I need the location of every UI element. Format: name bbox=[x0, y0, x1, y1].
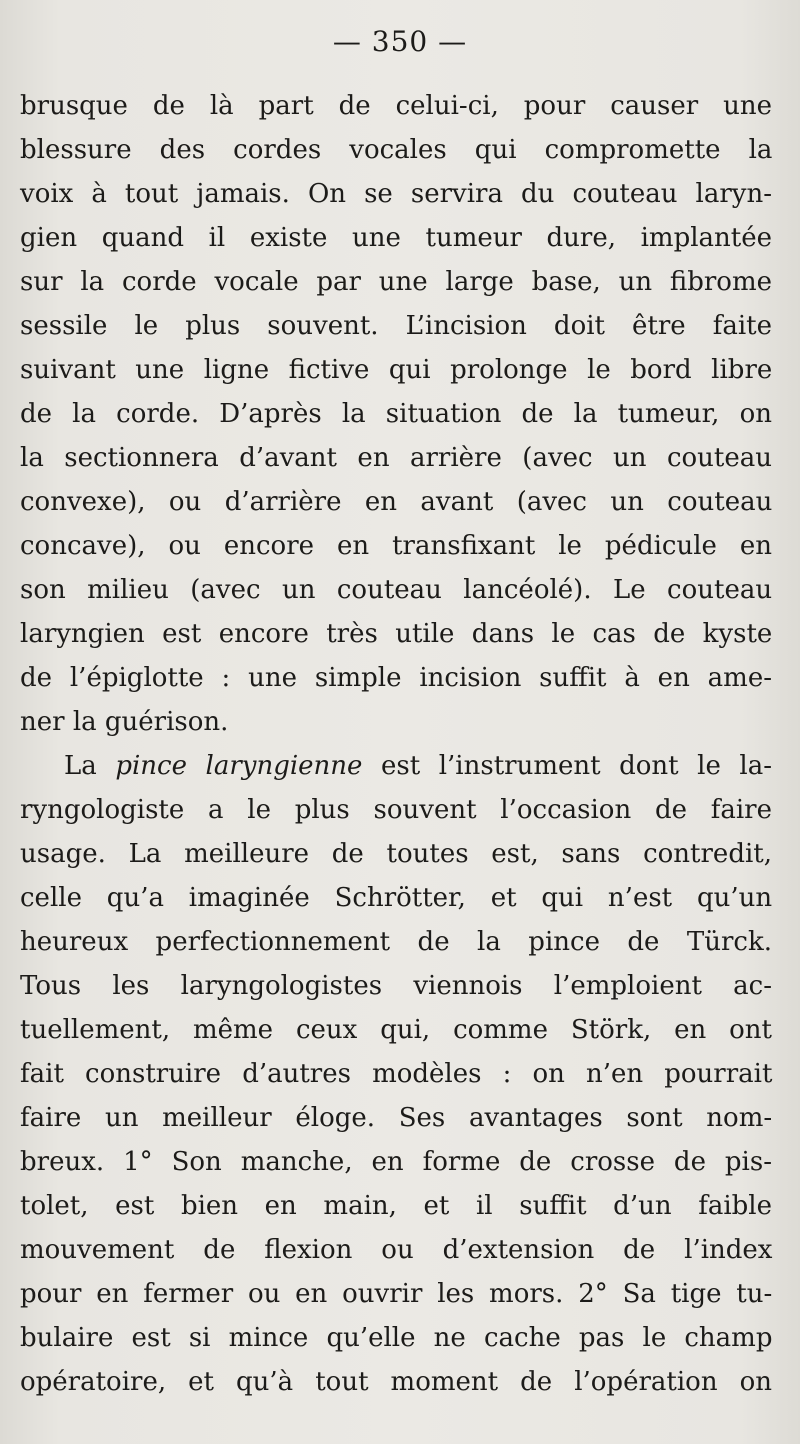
italic-term: pince laryngienne bbox=[115, 751, 363, 781]
text-line: blessure des cordes vocales qui compromette la bbox=[20, 135, 773, 165]
text-line: voix à tout jamais. On se servira du couteau laryn- bbox=[20, 179, 772, 209]
text-line: opératoire, et qu’à tout moment de l’opération on bbox=[20, 1367, 772, 1397]
text-line bbox=[20, 744, 772, 788]
text-line: concave), ou encore en transfixant le pédicule en bbox=[20, 531, 773, 561]
text-line: tolet, est bien en main, et il suffit d’un faible bbox=[20, 1191, 772, 1221]
text-line: fait construire d’autres modèles : on n’en pourrait bbox=[20, 1059, 773, 1089]
text-line: breux. 1° Son manche, en forme de crosse de pis- bbox=[20, 1147, 772, 1177]
text-line: faire un meilleur éloge. Ses avantages sont nom- bbox=[20, 1103, 773, 1133]
text-line: sessile le plus souvent. L’incision doit être faite bbox=[20, 311, 772, 341]
text-line: de la corde. D’après la situation de la tumeur, on bbox=[20, 399, 772, 429]
text-line: ryngologiste a le plus souvent l’occasion de faire bbox=[20, 795, 772, 825]
text-line: usage. La meilleure de toutes est, sans contredit, bbox=[20, 839, 772, 869]
text-line: convexe), ou d’arrière en avant (avec un couteau bbox=[20, 487, 773, 517]
text-line: pour en fermer ou en ouvrir les mors. 2° Sa tige tu- bbox=[20, 1279, 773, 1309]
text-line: de l’épiglotte : une simple incision suffit à en ame- bbox=[20, 663, 772, 693]
text-line: son milieu (avec un couteau lancéolé). Le couteau bbox=[20, 575, 773, 605]
text-line: laryngien est encore très utile dans le cas de kyste bbox=[20, 619, 773, 649]
text-line: la sectionnera d’avant en arrière (avec un couteau bbox=[20, 443, 772, 473]
text-line: bulaire est si mince qu’elle ne cache pas le champ bbox=[20, 1323, 773, 1353]
text-run: La bbox=[64, 751, 116, 781]
paragraph-2 bbox=[20, 744, 772, 1404]
body-text bbox=[20, 84, 772, 1404]
page-number: — 350 — bbox=[332, 25, 468, 58]
text-line: mouvement de flexion ou d’extension de l’index bbox=[20, 1235, 773, 1265]
text-line: sur la corde vocale par une large base, un fibrome bbox=[20, 267, 772, 297]
text-line: suivant une ligne fictive qui prolonge le bord libre bbox=[20, 355, 773, 385]
text-line: heureux perfectionnement de la pince de Türck. bbox=[20, 927, 772, 957]
text-line: ner la guérison. bbox=[20, 707, 229, 737]
text-line: gien quand il existe une tumeur dure, implantée bbox=[20, 223, 772, 253]
paragraph-1 bbox=[20, 84, 772, 744]
text-line: celle qu’a imaginée Schrötter, et qui n’est qu’un bbox=[20, 883, 773, 913]
text-run: est l’instrument dont le la- bbox=[362, 751, 773, 781]
text-line: brusque de là part de celui-ci, pour causer une bbox=[20, 91, 772, 121]
text-line: Tous les laryngologistes viennois l’emploient ac- bbox=[20, 971, 773, 1001]
text-line: tuellement, même ceux qui, comme Störk, en ont bbox=[20, 1015, 772, 1045]
